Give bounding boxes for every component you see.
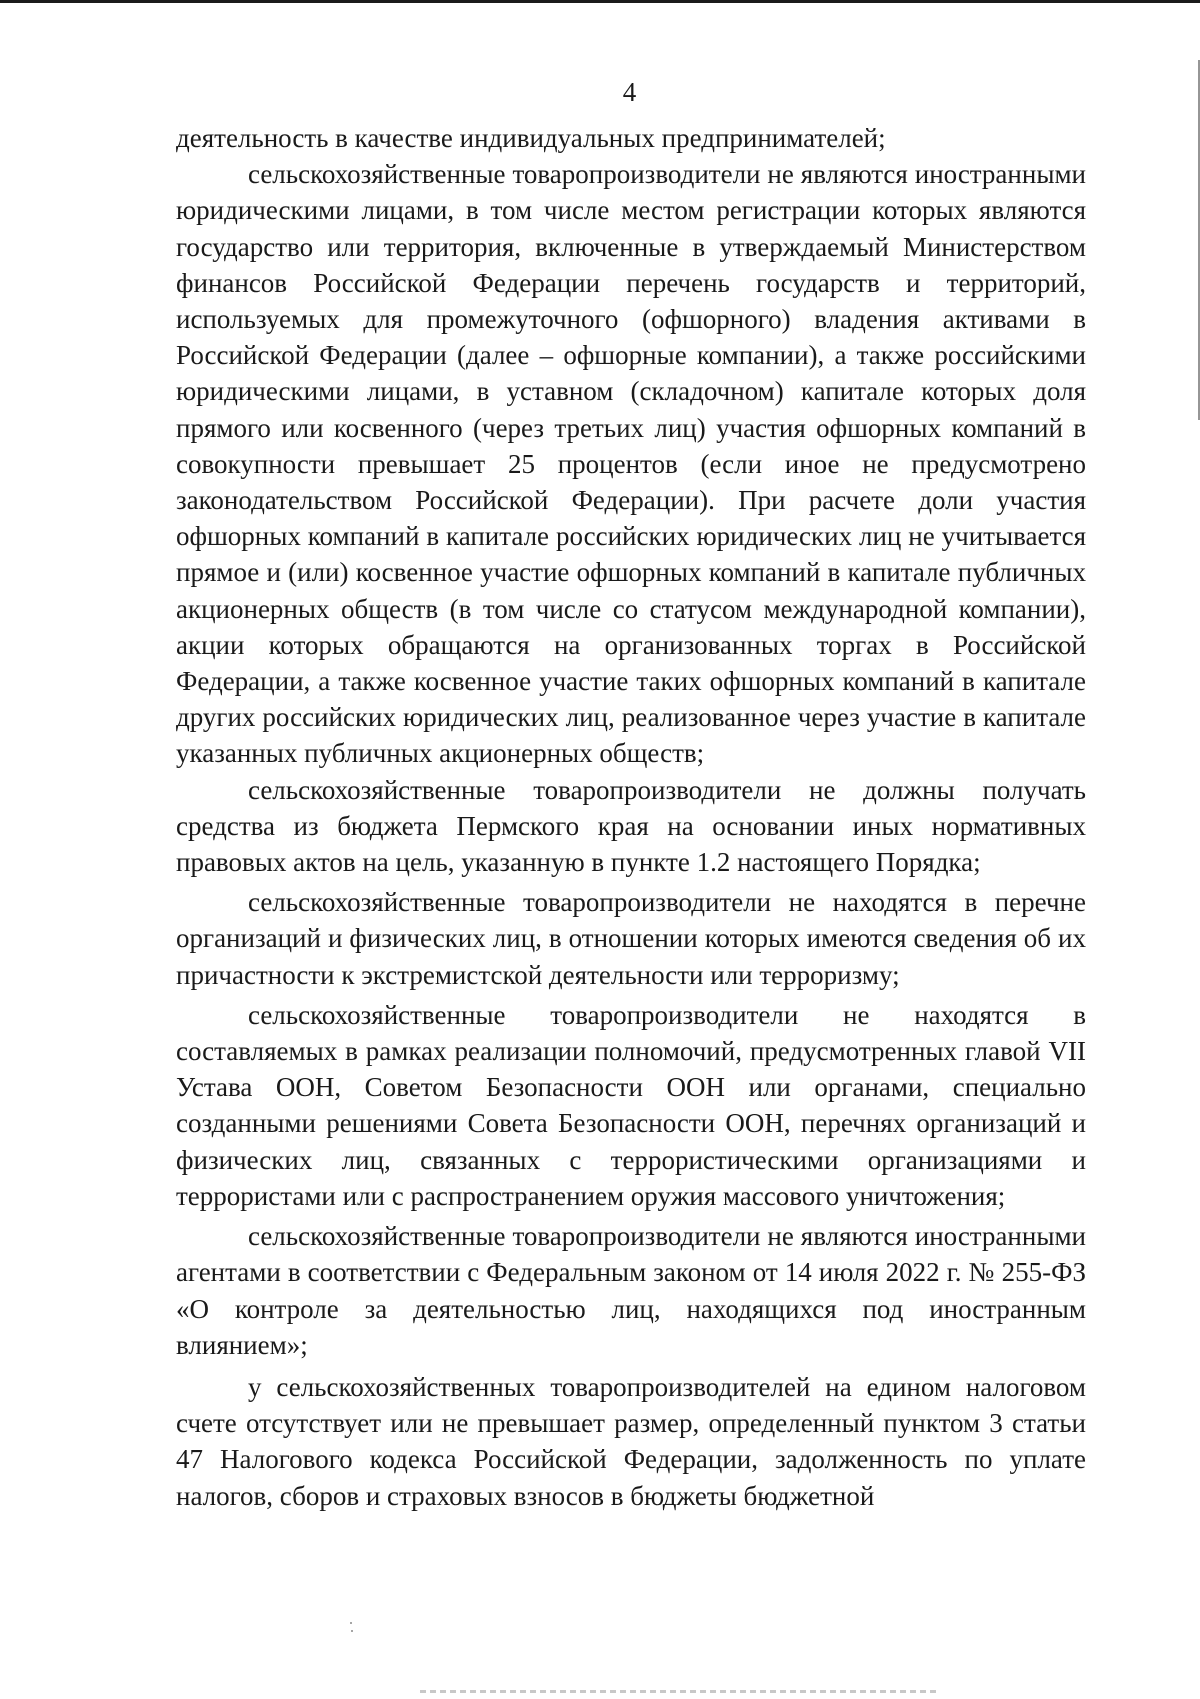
scan-speck [350,1622,352,1624]
page-number: 4 [622,77,637,107]
paragraph-extremism-list: сельскохозяйственные товаропроизводители не находятся в перечне организаций и физических лиц, в отношении которых имеются сведения об их причастности к экстремистской деятельности или терроризму; [176,887,1086,990]
scan-edge-top [0,0,1200,3]
paragraph-offshore-companies: сельскохозяйственные товаропроизводители не являются иностранными юридическими лицами, в том числе местом регистрации которых являются государство или территория, включенные в утверждаемый Министерством финансов Российской Федерации перечень государств и территорий, используемых для промежуточного (офшорного) владения активами в Российской Федерации (далее – офшорные компании), а также российскими юридическими лицами, в уставном (складочном) капитале которых доля прямого или косвенного (через третьих лиц) участия офшорных компаний в совокупности превышает 25 процентов (если иное не предусмотрено законодательством Российской Федерации). При расчете доли участия офшорных компаний в капитале российских юридических лиц не учитывается прямое и (или) косвенное участие офшорных компаний в капитале публичных акционерных обществ (в том числе со статусом международной компании), акции которых обращаются на организованных торгах в Российской Федерации, а также косвенное участие таких офшорных компаний в капитале других российских юридических лиц, реализованное через участие в капитале указанных публичных акционерных обществ; [176,159,1086,769]
document-body [176,120,1086,1514]
scan-speck [351,1630,353,1632]
paragraph-budget-funds: сельскохозяйственные товаропроизводители не должны получать средства из бюджета Пермского края на основании иных нормативных правовых актов на цель, указанную в пункте 1.2 настоящего Порядка; [176,774,1086,878]
paragraph-tax-debt: у сельскохозяйственных товаропроизводителей на едином налоговом счете отсутствует или не превышает размер, определенный пунктом 3 статьи 47 Налогового кодекса Российской Федерации, задолженность по уплате налогов, сборов и страховых взносов в бюджеты бюджетной [176,1371,1086,1511]
paragraph-foreign-agents: сельскохозяйственные товаропроизводители не являются иностранными агентами в соответствии с Федеральным законом от 14 июля 2022 г. № 255-ФЗ «О контроле за деятельностью лиц, находящихся под иностранным влиянием»; [176,1221,1086,1360]
scan-edge-bottom [420,1690,940,1693]
paragraph-continuation: деятельность в качестве индивидуальных предпринимателей; [176,123,886,153]
paragraph-un-lists: сельскохозяйственные товаропроизводители не находятся в составляемых в рамках реализации полномочий, предусмотренных главой VII Устава ООН, Советом Безопасности ООН или органами, специально созданными решениями Совета Безопасности ООН, перечнях организаций и физических лиц, связанных с террористическими организациями и террористами или с распространением оружия массового уничтожения; [176,999,1086,1211]
